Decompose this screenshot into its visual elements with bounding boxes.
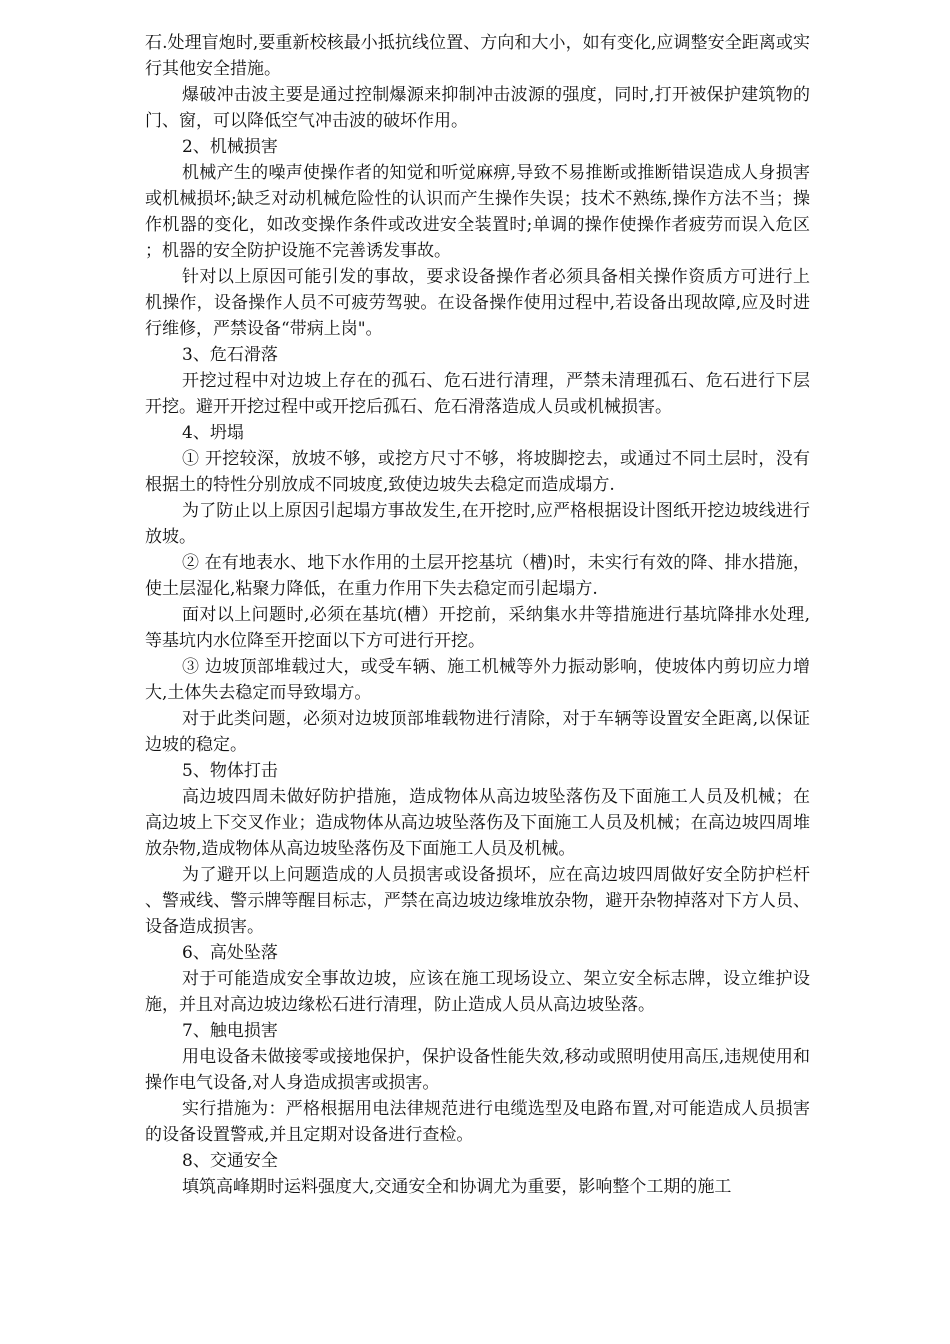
paragraph: 用电设备未做接零或接地保护，保护设备性能失效,移动或照明使用高压,违规使用和操作电气设备,对人身造成损害或损害。: [145, 1047, 810, 1093]
paragraph: 开挖过程中对边坡上存在的孤石、危石进行清理，严禁未清理孤石、危石进行下层开挖。避开开挖过程中或开挖后孤石、危石滑落造成人员或机械损害。: [145, 371, 810, 417]
paragraph: 填筑高峰期时运料强度大,交通安全和协调尤为重要，影响整个工期的施工: [182, 1177, 732, 1197]
paragraph: 为了防止以上原因引起塌方事故发生,在开挖时,应严格根据设计图纸开挖边坡线进行放坡。: [145, 501, 810, 547]
section-heading: 5、物体打击: [182, 761, 278, 781]
section-heading: 4、坍塌: [182, 423, 244, 443]
section-heading: 8、交通安全: [182, 1151, 278, 1171]
paragraph: ① 开挖较深，放坡不够，或挖方尺寸不够，将坡脚挖去，或通过不同土层时，没有根据土的特性分别放成不同坡度,致使边坡失去稳定而造成塌方.: [145, 449, 810, 495]
paragraph: 爆破冲击波主要是通过控制爆源来抑制冲击波源的强度，同时,打开被保护建筑物的门、窗，可以降低空气冲击波的破坏作用。: [145, 85, 810, 131]
paragraph: ② 在有地表水、地下水作用的土层开挖基坑（槽)时，未实行有效的降、排水措施，使土层湿化,粘聚力降低，在重力作用下失去稳定而引起塌方.: [145, 553, 810, 599]
section-heading: 6、高处坠落: [182, 943, 278, 963]
document-body: [145, 30, 810, 1200]
paragraph: 为了避开以上问题造成的人员损害或设备损坏，应在高边坡四周做好安全防护栏杆、警戒线、警示牌等醒目标志，严禁在高边坡边缘堆放杂物，避开杂物掉落对下方人员、设备造成损害。: [145, 865, 810, 937]
section-heading: 2、机械损害: [182, 137, 278, 157]
paragraph: 针对以上原因可能引发的事故，要求设备操作者必须具备相关操作资质方可进行上机操作，设备操作人员不可疲劳驾驶。在设备操作使用过程中,若设备出现故障,应及时进行维修，严禁设备“带病上岗"。: [145, 267, 810, 339]
section-heading: 3、危石滑落: [182, 345, 278, 365]
paragraph: 对于可能造成安全事故边坡，应该在施工现场设立、架立安全标志牌，设立维护设施，并且对高边坡边缘松石进行清理，防止造成人员从高边坡坠落。: [145, 969, 810, 1015]
paragraph: 面对以上问题时,必须在基坑(槽）开挖前，采纳集水井等措施进行基坑降排水处理,等基坑内水位降至开挖面以下方可进行开挖。: [145, 605, 810, 651]
paragraph: ③ 边坡顶部堆载过大，或受车辆、施工机械等外力振动影响，使坡体内剪切应力增大,土体失去稳定而导致塌方。: [145, 657, 810, 703]
paragraph: 机械产生的噪声使操作者的知觉和听觉麻痹,导致不易推断或推断错误造成人身损害或机械损坏;缺乏对动机械危险性的认识而产生操作失误；技术不熟练,操作方法不当；操作机器的变化，如改变操作条件或改进安全装置时;单调的操作使操作者疲劳而误入危区；机器的安全防护设施不完善诱发事故。: [145, 163, 810, 261]
section-heading: 7、触电损害: [182, 1021, 278, 1041]
paragraph: 高边坡四周未做好防护措施，造成物体从高边坡坠落伤及下面施工人员及机械；在高边坡上下交叉作业；造成物体从高边坡坠落伤及下面施工人员及机械；在高边坡四周堆放杂物,造成物体从高边坡坠落伤及下面施工人员及机械。: [145, 787, 810, 859]
paragraph: 实行措施为：严格根据用电法律规范进行电缆选型及电路布置,对可能造成人员损害的设备设置警戒,并且定期对设备进行查检。: [145, 1099, 810, 1145]
paragraph-continuation: 石.处理盲炮时,要重新校核最小抵抗线位置、方向和大小，如有变化,应调整安全距离或实行其他安全措施。: [145, 33, 810, 79]
paragraph: 对于此类问题，必须对边坡顶部堆载物进行清除，对于车辆等设置安全距离,以保证边坡的稳定。: [145, 709, 810, 755]
